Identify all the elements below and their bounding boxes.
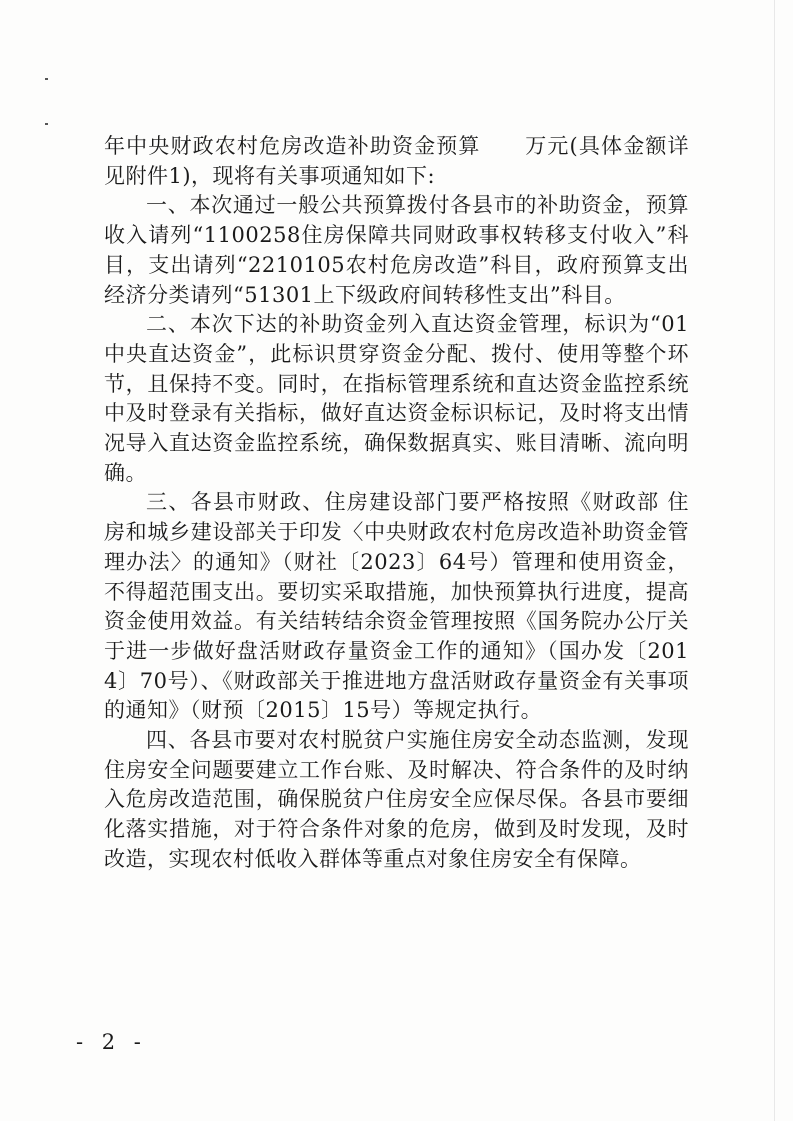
intro-paragraph [104,132,689,191]
document-body [104,132,689,875]
scan-artifact-mark [45,123,48,125]
section-4-paragraph: 四、各县市要对农村脱贫户实施住房安全动态监测，发现住房安全问题要建立工作台账、及时解决、符合条件的及时纳入危房改造范围，确保脱贫户住房安全应保尽保。各县市要细化落实措施，对于符合条件对象的危房，做到及时发现，及时改造，实现农村低收入群体等重点对象住房安全有保障。 [104,728,689,871]
page-number: - 2 - [76,1030,147,1054]
section-3-paragraph: 三、各县市财政、住房建设部门要严格按照《财政部 住房和城乡建设部关于印发〈中央财政农村危房改造补助资金管理办法〉的通知》（财社〔2023〕64号）管理和使用资金，不得超范围支出。要切实采取措施，加快预算执行进度，提高资金使用效益。有关结转结余资金管理按照《国务院办公厅关于进一步做好盘活财政存量资金工作的通知》（国办发〔2014〕70号）、《财政部关于推进地方盘活财政存量资金有关事项的通知》（财预〔2015〕15号）等规定执行。 [104,490,689,723]
intro-text-part2: 万元(具体金额详见附件1)，现将有关事项通知如下: [104,134,690,188]
scan-artifact-mark [45,78,48,80]
scan-edge-line [774,0,775,1121]
section-1-paragraph: 一、本次通过一般公共预算拨付各县市的补助资金，预算收入请列“1100258住房保障共同财政事权转移支付收入”科目，支出请列“2210105农村危房改造”科目，政府预算支出经济分类请列“51301上下级政府间转移性支出”科目。 [104,193,689,307]
intro-text-part1: 年中央财政农村危房改造补助资金预算 [104,134,481,158]
section-2-paragraph: 二、本次下达的补助资金列入直达资金管理，标识为“01中央直达资金”，此标识贯穿资金分配、拨付、使用等整个环节，且保持不变。同时，在指标管理系统和直达资金监控系统中及时登录有关指标，做好直达资金标识标记，及时将支出情况导入直达资金监控系统，确保数据真实、账目清晰、流向明确。 [104,312,689,485]
